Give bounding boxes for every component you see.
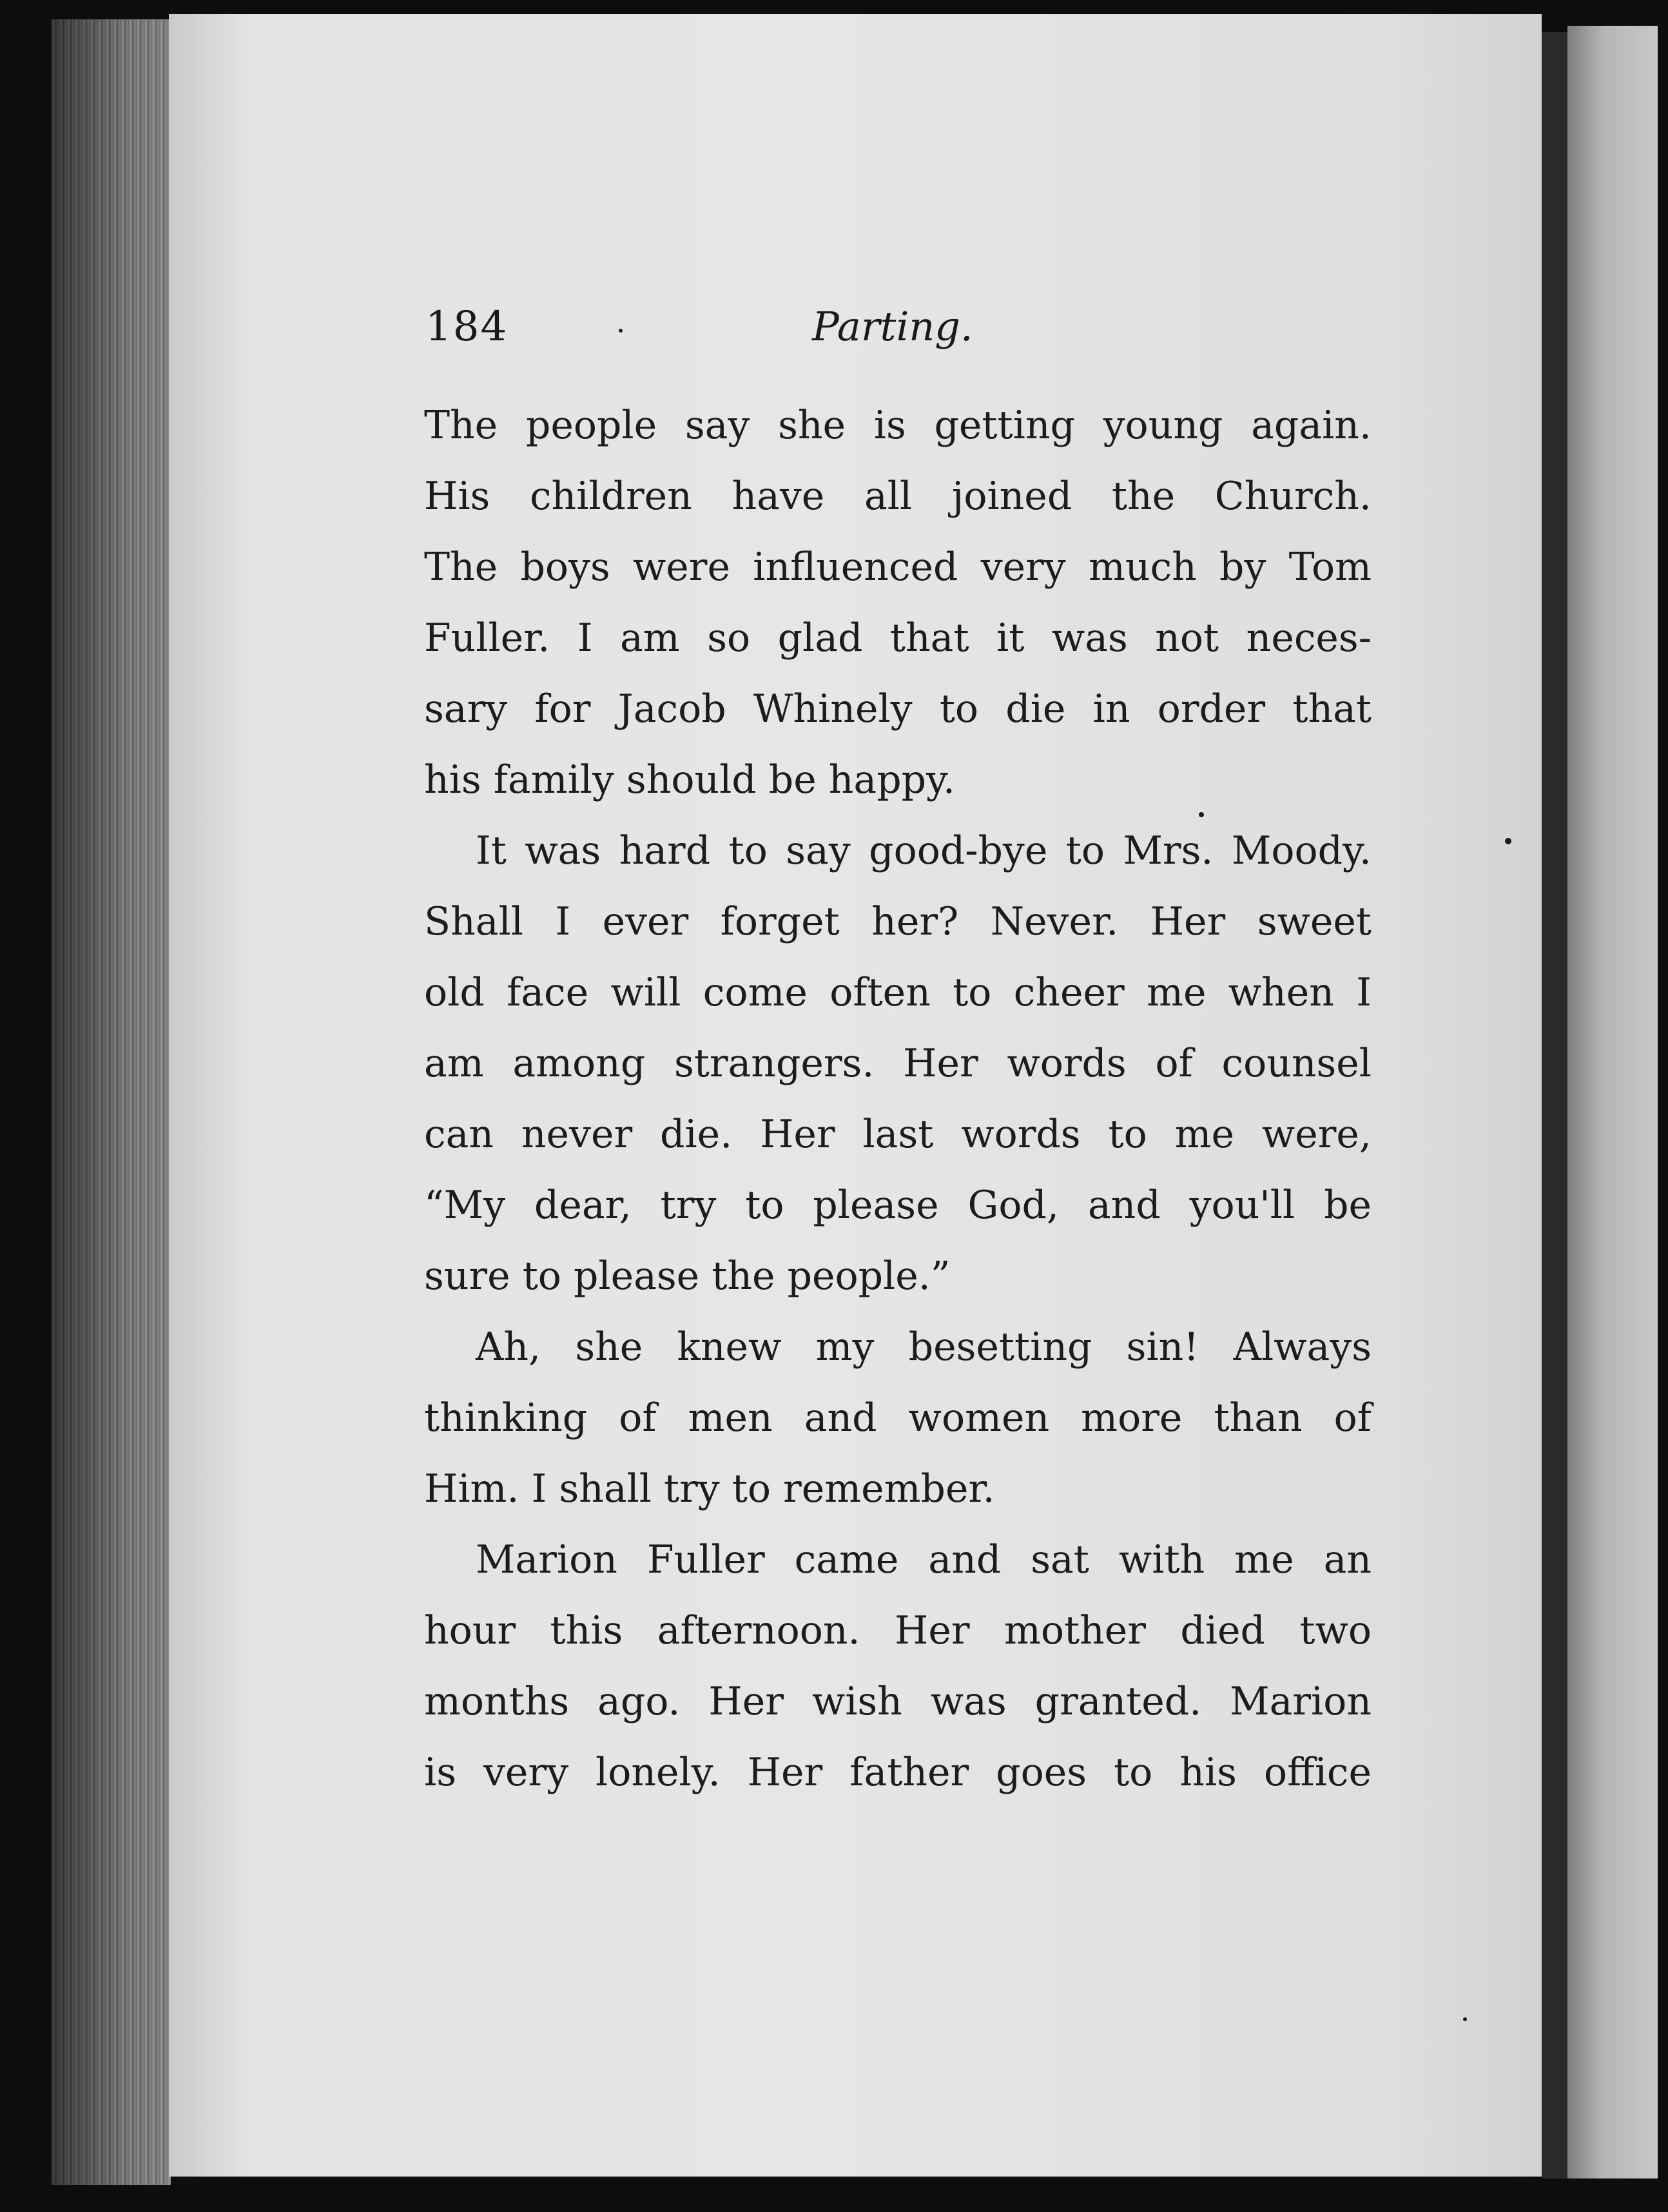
text-line: am among strangers. Her words of counsel — [424, 1041, 1372, 1086]
text-line: Marion Fuller came and sat with me an — [476, 1537, 1372, 1582]
text-line: Fuller. I am so glad that it was not neces- — [424, 616, 1372, 661]
scan-speck — [619, 329, 623, 333]
body-text — [424, 390, 1372, 1808]
paragraph — [424, 390, 1372, 815]
text-line: The people say she is getting young again. — [424, 403, 1372, 448]
book-gutter — [1542, 32, 1567, 2178]
text-line: Him. I shall try to remember. — [424, 1466, 995, 1511]
text-line: It was hard to say good-bye to Mrs. Moody. — [476, 828, 1372, 873]
scan-speck — [1463, 2017, 1467, 2021]
running-head — [425, 303, 1373, 380]
scan-speck — [1199, 812, 1204, 817]
paragraph — [424, 1524, 1372, 1808]
text-line: is very lonely. Her father goes to his office — [424, 1750, 1372, 1795]
paragraph — [424, 815, 1372, 1312]
text-line: his family should be happy. — [424, 757, 956, 802]
text-line: sary for Jacob Whinely to die in order that — [424, 686, 1372, 732]
page-edge-shadow — [52, 19, 171, 2185]
text-line: sure to please the people.” — [424, 1254, 951, 1299]
text-line: thinking of men and women more than of — [424, 1395, 1372, 1441]
facing-page-edge — [1567, 26, 1658, 2178]
page-number: 184 — [425, 303, 509, 351]
text-line: His children have all joined the Church. — [424, 474, 1372, 519]
text-line: Ah, she knew my besetting sin! Always — [476, 1324, 1372, 1370]
scan-speck — [1505, 838, 1511, 844]
text-line: The boys were influenced very much by Tom — [424, 545, 1372, 590]
running-title: Parting. — [812, 303, 973, 350]
text-line: Shall I ever forget her? Never. Her sweet — [424, 899, 1372, 944]
text-line: can never die. Her last words to me were, — [424, 1112, 1372, 1157]
text-line: months ago. Her wish was granted. Marion — [424, 1679, 1372, 1724]
paragraph — [424, 1312, 1372, 1524]
text-line: old face will come often to cheer me when I — [424, 970, 1372, 1015]
text-line: hour this afternoon. Her mother died two — [424, 1608, 1372, 1653]
text-line: “My dear, try to please God, and you'll be — [424, 1183, 1372, 1228]
